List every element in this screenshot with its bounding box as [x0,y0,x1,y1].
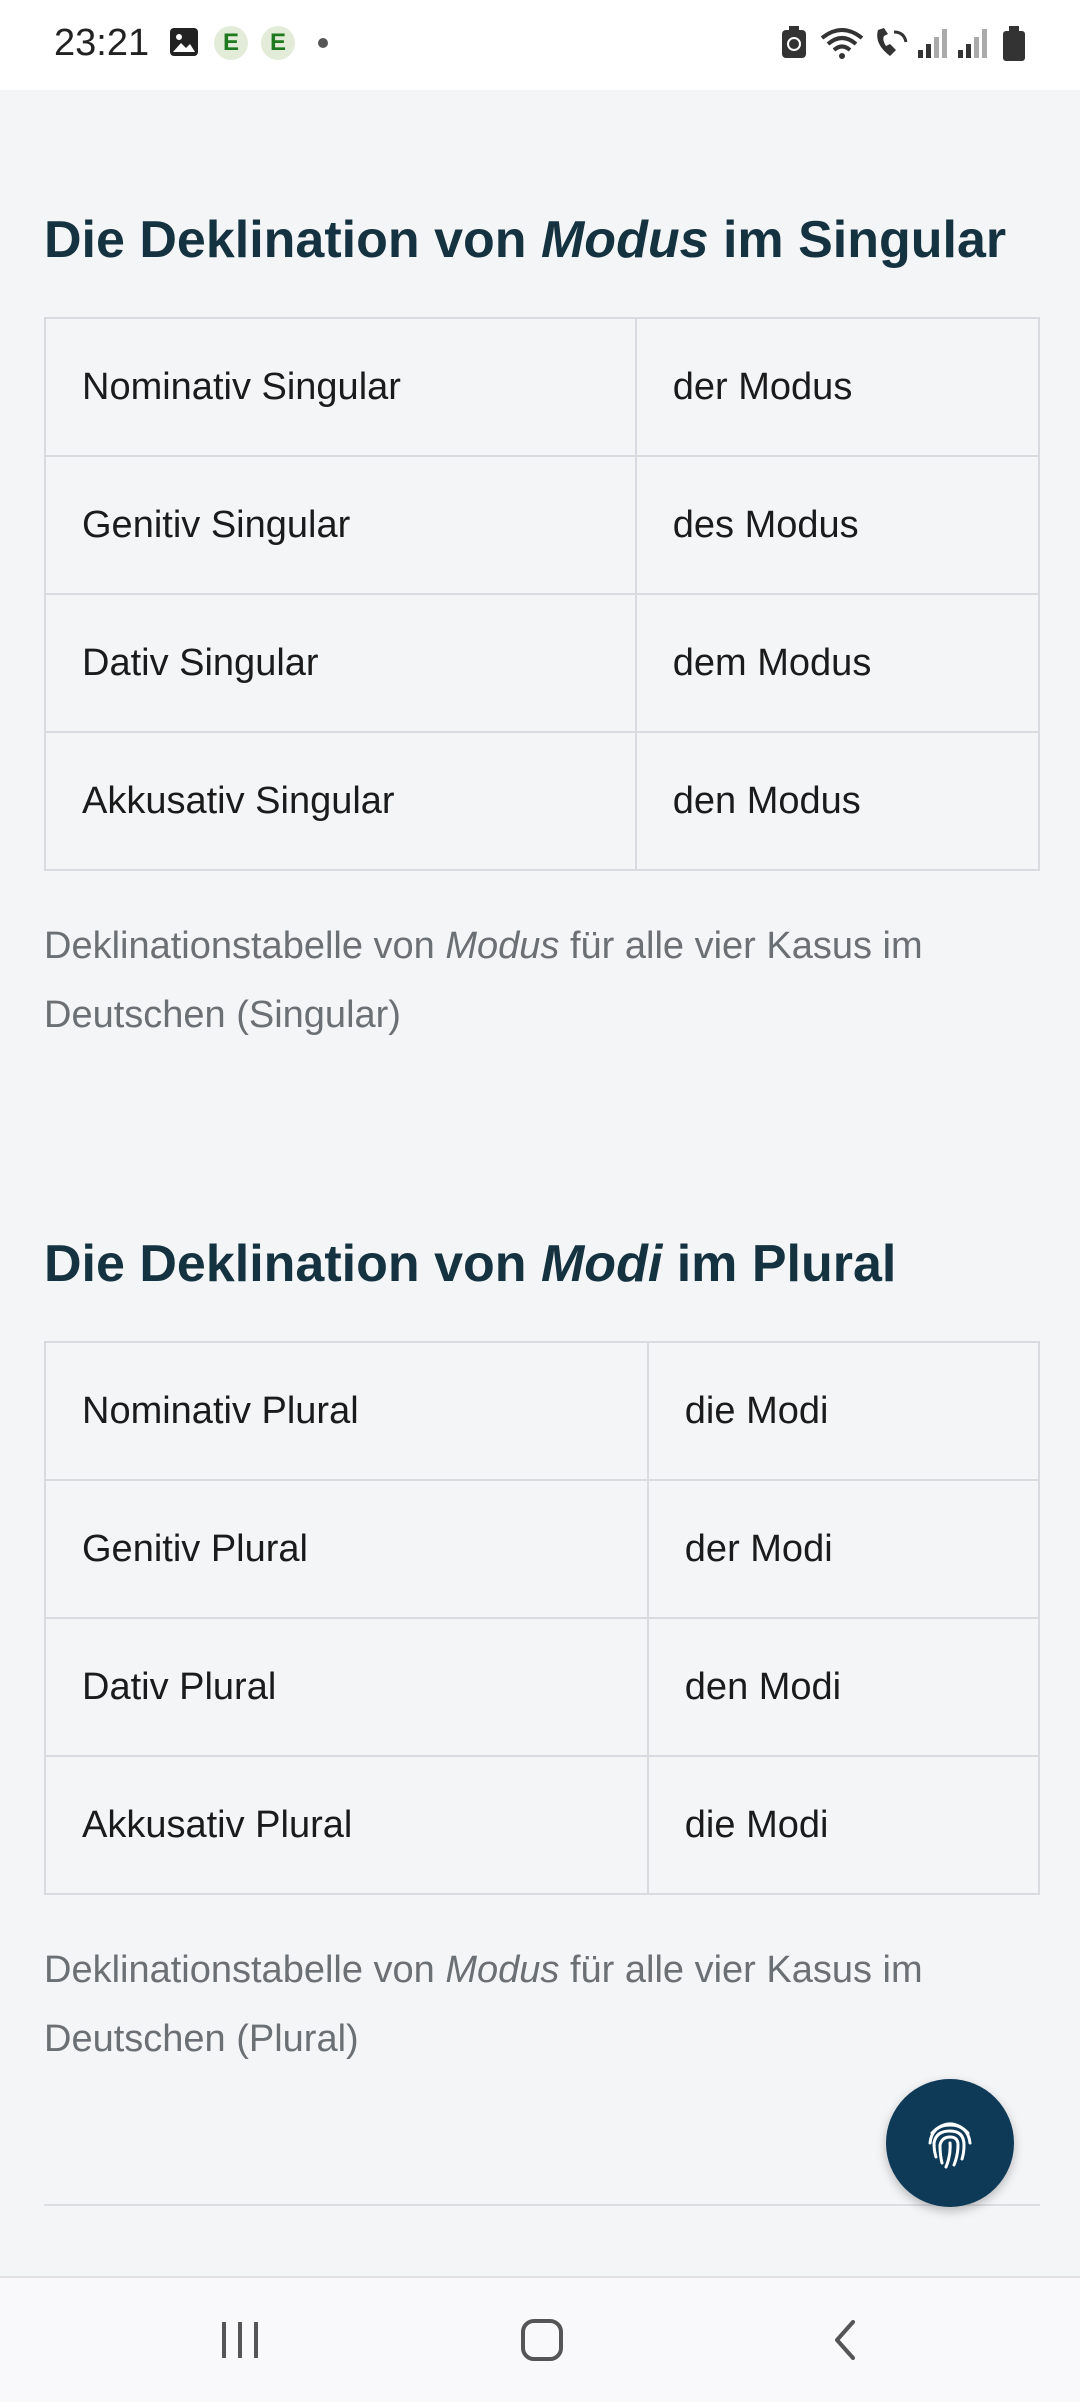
heading-text: im Plural [662,1235,897,1293]
system-navigation-bar [0,2276,1080,2402]
form-cell: des Modus [636,456,1039,594]
caption-text: für alle vier Kasus im Deutschen (Plural) [44,1949,923,2060]
home-icon [502,2359,582,2376]
recents-icon [200,2359,280,2376]
caption-word: Modus [445,925,560,967]
case-cell: Genitiv Plural [45,1480,648,1618]
form-cell: die Modi [648,1342,1039,1480]
gallery-icon [168,26,200,63]
table-row [45,1342,1039,1480]
caption-text: für alle vier Kasus im Deutschen (Singular) [44,925,923,1036]
fingerprint-fab-button[interactable] [886,2079,1014,2207]
recents-button[interactable] [200,2308,280,2372]
table-row [45,456,1039,594]
plural-heading [44,1234,896,1294]
home-button[interactable] [502,2308,582,2372]
plural-caption [44,1936,1034,2074]
form-cell: der Modus [636,318,1039,456]
app-e-badge-icon: E [261,26,295,60]
form-cell: den Modus [636,732,1039,870]
caption-text: Deklinationstabelle von [44,925,446,967]
battery-saver-icon [780,26,808,65]
status-bar [0,0,1080,90]
plural-declension-table [44,1341,1040,1895]
wifi-icon [820,26,864,65]
table-row [45,318,1039,456]
heading-word: Modus [540,211,709,269]
table-row [45,1756,1039,1894]
form-cell: der Modi [648,1480,1039,1618]
form-cell: die Modi [648,1756,1039,1894]
case-cell: Akkusativ Singular [45,732,636,870]
table-row [45,1618,1039,1756]
singular-caption [44,912,1034,1050]
back-button[interactable] [805,2308,885,2372]
status-time: 23:21 [54,22,150,64]
section-divider [44,2204,1040,2206]
form-cell: dem Modus [636,594,1039,732]
more-notifications-dot [318,38,328,48]
caption-word: Modus [445,1949,560,1991]
singular-heading [44,210,1006,270]
case-cell: Genitiv Singular [45,456,636,594]
case-cell: Dativ Plural [45,1618,648,1756]
case-cell: Nominativ Plural [45,1342,648,1480]
heading-word: Modi [540,1235,663,1293]
wifi-calling-icon [872,26,912,65]
signal-strength-1-icon [916,26,950,65]
table-row [45,732,1039,870]
case-cell: Nominativ Singular [45,318,636,456]
app-e-badge-icon: E [214,26,248,60]
heading-text: im Singular [708,211,1007,269]
back-icon [805,2359,885,2376]
singular-declension-table [44,317,1040,871]
table-row [45,1480,1039,1618]
heading-text: Die Deklination von [44,211,541,269]
form-cell: den Modi [648,1618,1039,1756]
caption-text: Deklinationstabelle von [44,1949,446,1991]
signal-strength-2-icon [956,26,990,65]
case-cell: Akkusativ Plural [45,1756,648,1894]
heading-text: Die Deklination von [44,1235,541,1293]
case-cell: Dativ Singular [45,594,636,732]
battery-icon [1000,26,1028,67]
table-row [45,594,1039,732]
